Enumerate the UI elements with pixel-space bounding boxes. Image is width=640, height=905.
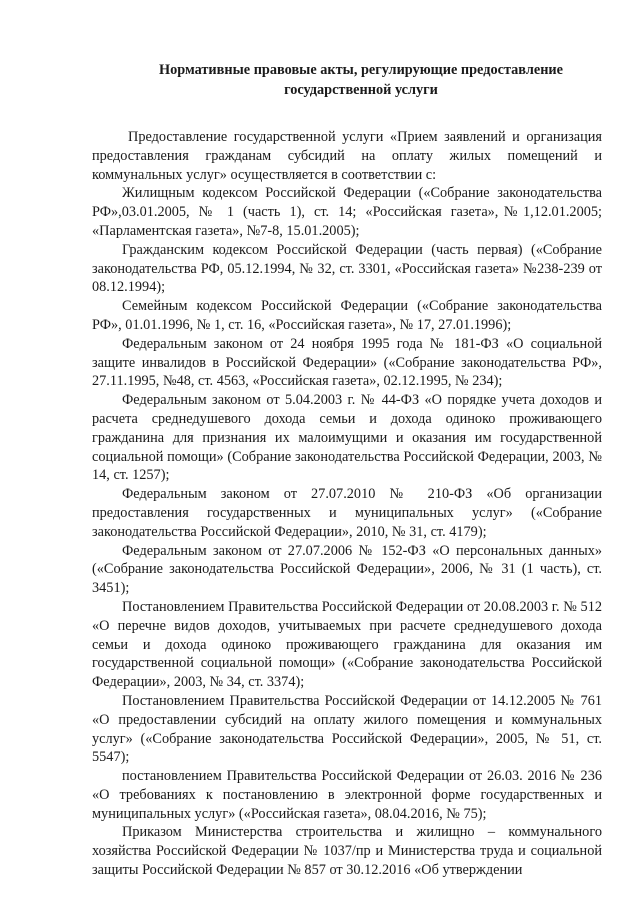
list-item-civil-code: Гражданским кодексом Российской Федерации (часть первая) («Собрание законодательства РФ, 05.12.1994, № 32, ст. 3301, «Российская газета» №238-239 от 08.12.1994); [92, 241, 602, 296]
list-item-law-44: Федеральным законом от 5.04.2003 г. № 44-ФЗ «О порядке учета доходов и расчета среднедушевого дохода семьи и дохода одиноко проживающего гражданина для признания их малоимущими и оказания им государственной социальной помощи» (Собрание законодательства Российской Федерации, 2003, № 14, ст. 1257); [92, 392, 602, 484]
intro-paragraph: Предоставление государственной услуги «Прием заявлений и организация предоставления гражданам субсидий на оплату жилых помещений и коммунальных услуг» осуществляется в соответствии с: [92, 129, 602, 183]
list-item-family-code: Семейным кодексом Российской Федерации («Собрание законодательства РФ», 01.01.1996, № 1, ст. 16, «Российская газета», № 17, 27.01.1996); [92, 298, 602, 333]
list-item-law-152: Федеральным законом от 27.07.2006 № 152-ФЗ «О персональных данных» («Собрание законодательства Российской Федерации», 2006, № 31 (1 часть), ст. 3451); [92, 542, 602, 597]
list-item-housing-code: Жилищным кодексом Российской Федерации («Собрание законодательства РФ»,03.01.2005, № 1 (часть 1), ст. 14; «Российская газета»,№1,12.01.2005; «Парламентская газета», №7-8, 15.01.2005); [92, 185, 602, 239]
title-line-1: Нормативные правовые акты, регулирующие предоставление [158, 62, 564, 78]
list-item-law-210: Федеральным законом от 27.07.2010 № 210-ФЗ «Об организации предоставления государственных и муниципальных услуг» («Собрание законодательства Российской Федерации», 2010, № 31, ст. 4179); [92, 486, 602, 540]
list-item-order-1037: Приказом Министерства строительства и жилищно – коммунального хозяйства Российской Федерации № 1037/пр и Министерства труда и социальной защиты Российской Федерации № 857 от 30.12.2016 «Об утверждении [92, 824, 602, 879]
list-item-resolution-761: Постановлением Правительства Российской Федерации от 14.12.2005 № 761 «О предоставлении субсидий на оплату жилого помещения и коммунальных услуг» («Собрание законодательства Российской Федерации», 2005, № 51, ст. 5547); [92, 692, 602, 766]
title-line-2: государственной услуги [284, 82, 438, 98]
page-title [92, 60, 602, 100]
list-item-resolution-512: Постановлением Правительства Российской Федерации от 20.08.2003 г. № 512 «О перечне видов доходов, учитываемых при расчете среднедушевого дохода семьи и дохода одиноко проживающего гражданина для оказания им государственной социальной помощи» («Собрание законодательства Российской Федерации», 2003, № 34, ст. 3374); [92, 598, 602, 691]
list-item-resolution-236: постановлением Правительства Российской Федерации от 26.03. 2016 № 236 «О требованиях к постановлению в электронной форме государственных и муниципальных услуг» («Российская газета», 08.04.2016, № 75); [92, 768, 602, 822]
list-item-law-181: Федеральным законом от 24 ноября 1995 года № 181-ФЗ «О социальной защите инвалидов в Российской Федерации» («Собрание законодательства РФ», 27.11.1995, №48, ст. 4563, «Российская газета», 02.12.1995, № 234); [92, 335, 602, 390]
